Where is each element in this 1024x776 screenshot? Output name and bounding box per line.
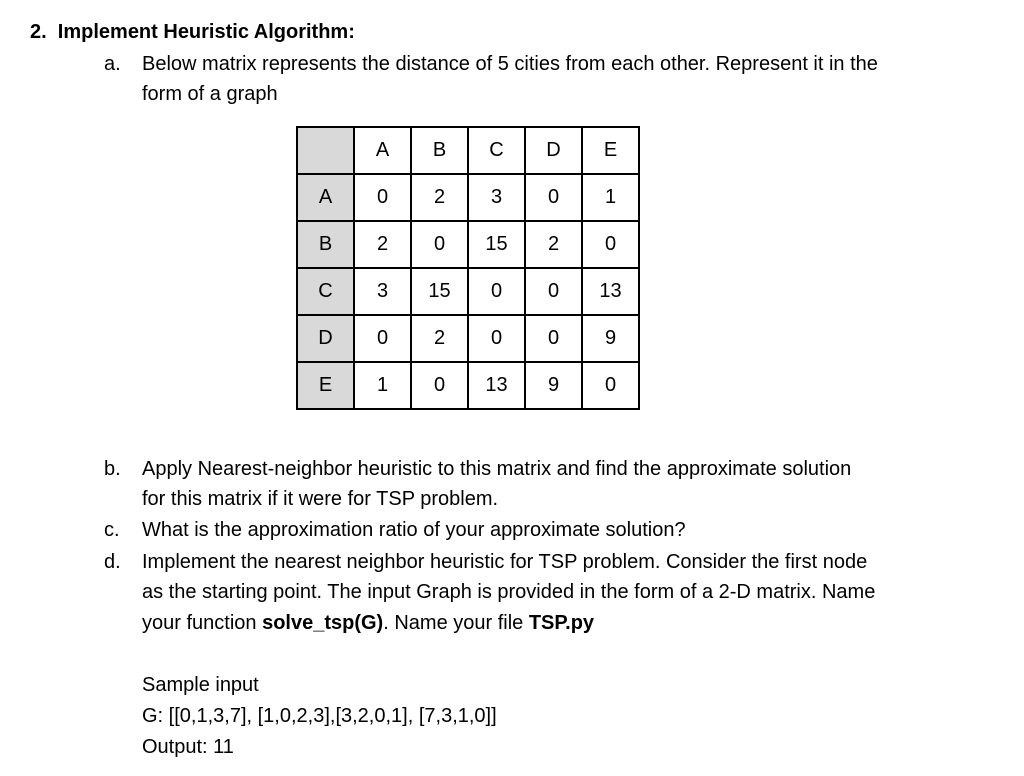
matrix-cell: 2 xyxy=(411,174,468,221)
distance-matrix xyxy=(296,126,640,410)
matrix-row xyxy=(297,268,639,315)
part-d-line-2: as the starting point. The input Graph is provided in the form of a 2-D matrix. Name xyxy=(142,581,876,603)
matrix-col-header: B xyxy=(411,127,468,174)
part-a-marker: a. xyxy=(104,53,121,75)
matrix-corner-cell xyxy=(297,127,354,174)
part-a-line-1: Below matrix represents the distance of 5 cities from each other. Represent it in the xyxy=(142,53,878,75)
matrix-row-header: C xyxy=(297,268,354,315)
matrix-cell: 2 xyxy=(411,315,468,362)
matrix-cell: 13 xyxy=(582,268,639,315)
matrix-cell: 0 xyxy=(582,362,639,409)
matrix-row xyxy=(297,362,639,409)
part-d-line-1: Implement the nearest neighbor heuristic for TSP problem. Consider the first node xyxy=(142,551,868,573)
matrix-col-header: C xyxy=(468,127,525,174)
part-d-line-3 xyxy=(142,611,594,635)
part-b-line-2: for this matrix if it were for TSP problem. xyxy=(142,488,499,510)
matrix-cell: 0 xyxy=(354,174,411,221)
part-b-line-1: Apply Nearest-neighbor heuristic to this matrix and find the approximate solution xyxy=(142,458,852,480)
part-c-marker: c. xyxy=(104,519,120,541)
matrix-cell: 0 xyxy=(354,315,411,362)
function-name: solve_tsp(G) xyxy=(262,612,384,634)
sample-input-value: G: [[0,1,3,7], [1,0,2,3],[3,2,0,1], [7,3,1,0]] xyxy=(142,705,497,727)
matrix-cell: 3 xyxy=(468,174,525,221)
matrix-cell: 0 xyxy=(525,174,582,221)
part-b-marker: b. xyxy=(104,458,121,480)
matrix-cell: 0 xyxy=(411,362,468,409)
matrix-cell: 0 xyxy=(582,221,639,268)
matrix-cell: 1 xyxy=(582,174,639,221)
matrix-row xyxy=(297,221,639,268)
matrix-row-header: E xyxy=(297,362,354,409)
part-d-line-3-mid: . Name your file xyxy=(383,612,529,634)
part-d-line-3-prefix: your function xyxy=(142,612,263,634)
matrix-cell: 2 xyxy=(354,221,411,268)
matrix-cell: 3 xyxy=(354,268,411,315)
matrix-row xyxy=(297,174,639,221)
matrix-cell: 2 xyxy=(525,221,582,268)
matrix-cell: 0 xyxy=(411,221,468,268)
matrix-cell: 0 xyxy=(525,315,582,362)
matrix-cell: 9 xyxy=(525,362,582,409)
matrix-cell: 13 xyxy=(468,362,525,409)
matrix-cell: 15 xyxy=(411,268,468,315)
matrix-cell: 0 xyxy=(525,268,582,315)
matrix-col-header: A xyxy=(354,127,411,174)
sample-output: Output: 11 xyxy=(142,736,234,758)
matrix-row-header: A xyxy=(297,174,354,221)
matrix-header-row xyxy=(297,127,639,174)
matrix-row xyxy=(297,315,639,362)
part-d-marker: d. xyxy=(104,551,121,573)
question-heading: 2. Implement Heuristic Algorithm: xyxy=(30,21,355,43)
matrix-cell: 1 xyxy=(354,362,411,409)
matrix-row-header: D xyxy=(297,315,354,362)
matrix-col-header: E xyxy=(582,127,639,174)
part-c-line-1: What is the approximation ratio of your approximate solution? xyxy=(142,519,686,541)
file-name: TSP.py xyxy=(528,612,595,634)
sample-input-title: Sample input xyxy=(142,674,259,696)
matrix-cell: 15 xyxy=(468,221,525,268)
matrix-row-header: B xyxy=(297,221,354,268)
matrix-cell: 9 xyxy=(582,315,639,362)
matrix-cell: 0 xyxy=(468,268,525,315)
part-a-line-2: form of a graph xyxy=(142,83,278,105)
matrix-cell: 0 xyxy=(468,315,525,362)
matrix-col-header: D xyxy=(525,127,582,174)
